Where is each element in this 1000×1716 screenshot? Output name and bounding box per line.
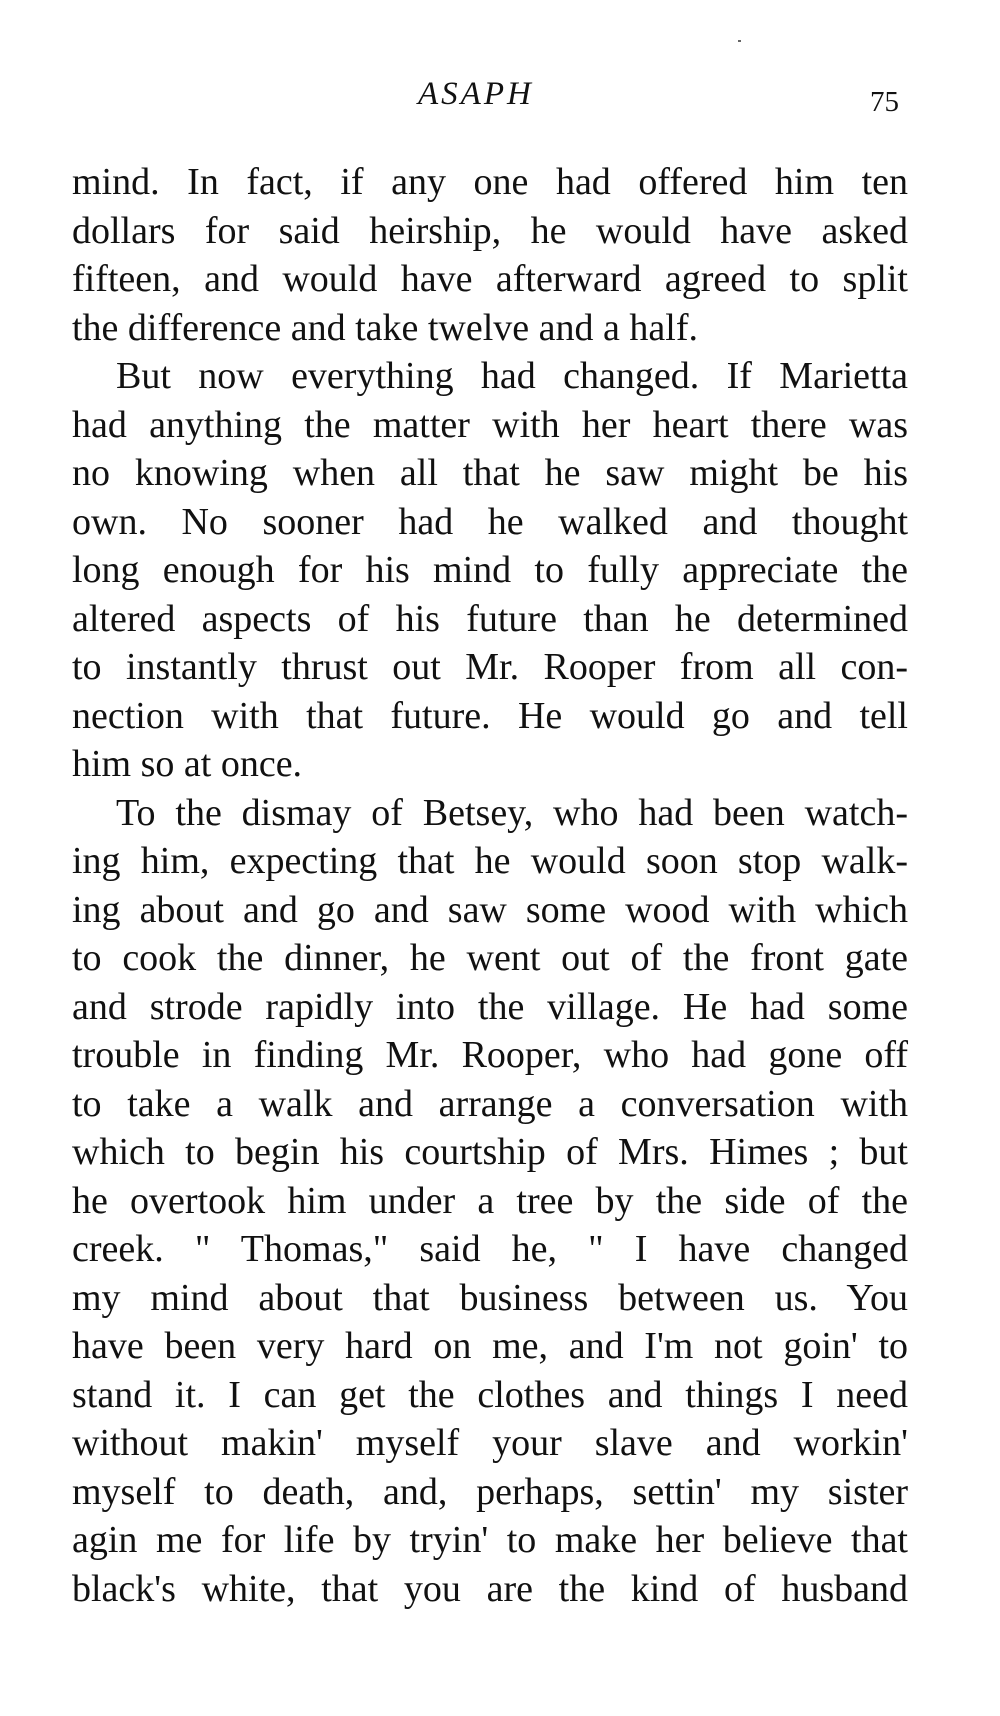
- text-line: the difference and take twelve and a half.: [72, 306, 698, 349]
- text-line: to instantly thrust out Mr. Rooper from all con-: [72, 646, 908, 688]
- text-line: which to begin his courtship of Mrs. Himes ; but: [72, 1131, 908, 1173]
- text-line: without makin' myself your slave and workin': [72, 1422, 908, 1464]
- text-line: agin me for life by tryin' to make her believe that: [72, 1519, 908, 1561]
- text-line: trouble in finding Mr. Rooper, who had gone off: [72, 1034, 908, 1076]
- text-line: mind. In fact, if any one had offered him ten: [72, 161, 908, 203]
- paragraph-first-line: To the dismay of Betsey, who had been watch-: [116, 791, 908, 834]
- text-line: myself to death, and, perhaps, settin' my sister: [72, 1470, 908, 1513]
- text-line: ing him, expecting that he would soon stop walk-: [72, 840, 908, 882]
- text-line: my mind about that business between us. You: [72, 1276, 908, 1319]
- text-line: own. No sooner had he walked and thought: [72, 500, 908, 543]
- print-speck: [738, 40, 741, 42]
- text-line: ing about and go and saw some wood with which: [72, 888, 908, 931]
- running-head: [0, 74, 1000, 118]
- text-line: no knowing when all that he saw might be his: [72, 452, 908, 494]
- text-line: fifteen, and would have afterward agreed to split: [72, 258, 908, 300]
- text-line: and strode rapidly into the village. He had some: [72, 985, 908, 1028]
- text-line: to take a walk and arrange a conversation with: [72, 1082, 908, 1125]
- text-line: have been very hard on me, and I'm not goin' to: [72, 1325, 908, 1367]
- text-line: him so at once.: [72, 743, 303, 785]
- text-line: altered aspects of his future than he determined: [72, 597, 908, 640]
- text-line: to cook the dinner, he went out of the front gate: [72, 937, 908, 979]
- text-line: dollars for said heirship, he would have asked: [72, 209, 908, 252]
- text-line: nection with that future. He would go and tell: [72, 694, 908, 737]
- paragraph-first-line: But now everything had changed. If Marietta: [116, 355, 908, 397]
- text-line: creek. " Thomas," said he, " I have changed: [72, 1228, 908, 1270]
- text-line: long enough for his mind to fully appreciate the: [72, 549, 908, 591]
- text-line: stand it. I can get the clothes and things I need: [72, 1373, 908, 1416]
- text-line: he overtook him under a tree by the side of the: [72, 1179, 908, 1222]
- running-title: ASAPH: [418, 76, 534, 112]
- body-text: [72, 158, 908, 1613]
- text-line: had anything the matter with her heart there was: [72, 403, 908, 446]
- text-line: black's white, that you are the kind of husband: [72, 1567, 908, 1610]
- page-number: 75: [870, 86, 899, 118]
